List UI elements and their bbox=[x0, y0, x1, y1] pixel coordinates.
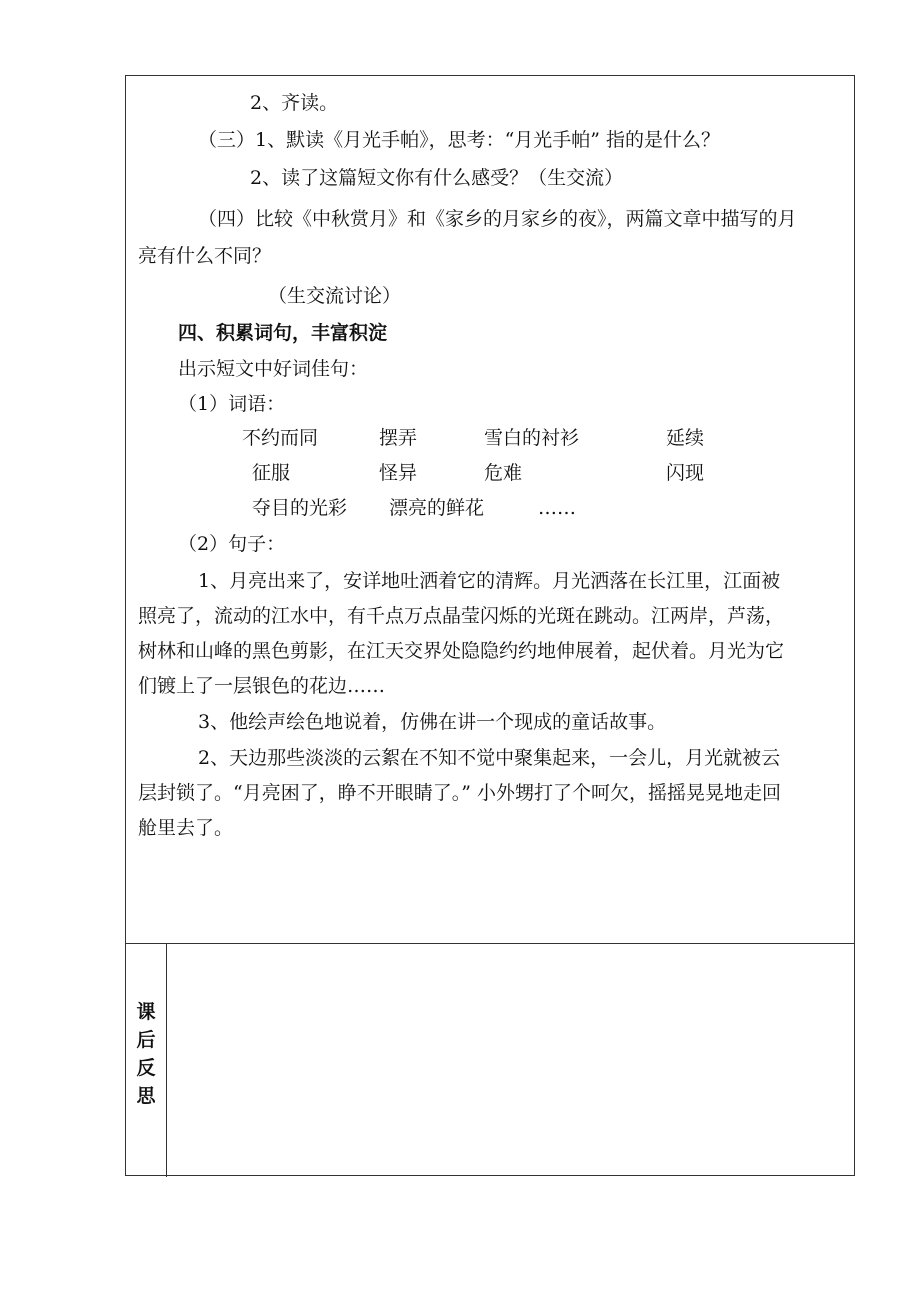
step-3-question-1: （三）1、默读《月光手帕》，思考：“月光手帕” 指的是什么？ bbox=[198, 129, 721, 151]
sentences-heading: （2）句子： bbox=[178, 533, 286, 555]
sentence-1-line: 照亮了，流动的江水中，有千点万点晶莹闪烁的光斑在跳动。江两岸，芦荡， bbox=[138, 605, 785, 627]
word: 不约而同 bbox=[242, 427, 319, 449]
table-row-divider bbox=[126, 943, 854, 944]
sentence-3-line: 舱里去了。 bbox=[138, 817, 234, 839]
sentence-2: 3、他绘声绘色地说着，仿佛在讲一个现成的童话故事。 bbox=[198, 711, 667, 733]
word: 雪白的衬衫 bbox=[484, 427, 580, 449]
word: 摆弄 bbox=[379, 427, 418, 449]
reflection-content-area[interactable] bbox=[168, 945, 854, 1175]
step-4-line-2: 亮有什么不同？ bbox=[138, 245, 272, 267]
table-column-divider bbox=[166, 943, 167, 1177]
word: 延续 bbox=[666, 427, 705, 449]
sentence-1-line: 1、月亮出来了，安详地吐洒着它的清辉。月光洒落在长江里，江面被 bbox=[198, 570, 781, 592]
reflection-label-char: 思 bbox=[136, 1085, 156, 1107]
word: 怪异 bbox=[379, 462, 418, 484]
step-4-note: （生交流讨论） bbox=[268, 285, 402, 307]
sentence-3-line: 层封锁了。“月亮困了，睁不开眼睛了。” 小外甥打了个呵欠，摇摇晃晃地走回 bbox=[138, 782, 781, 804]
reflection-label-char: 反 bbox=[136, 1057, 156, 1079]
step-read-aloud: 2、齐读。 bbox=[250, 92, 339, 114]
intro-text: 出示短文中好词佳句： bbox=[178, 358, 369, 380]
word: 危难 bbox=[484, 462, 523, 484]
step-3-question-2: 2、读了这篇短文你有什么感受？（生交流） bbox=[250, 167, 624, 189]
sentence-1-line: 树林和山峰的黑色剪影，在江天交界处隐隐约约地伸展着，起伏着。月光为它 bbox=[138, 640, 785, 662]
word-ellipsis: …… bbox=[538, 497, 576, 519]
lesson-table bbox=[125, 75, 855, 1176]
word: 夺目的光彩 bbox=[252, 497, 348, 519]
word: 闪现 bbox=[666, 462, 705, 484]
reflection-label-char: 课 bbox=[136, 1001, 156, 1023]
word: 征服 bbox=[252, 462, 291, 484]
step-4-line-1: （四）比较《中秋赏月》和《家乡的月家乡的夜》，两篇文章中描写的月 bbox=[198, 208, 797, 230]
sentence-3-line: 2、天边那些淡淡的云絮在不知不觉中聚集起来，一会儿，月光就被云 bbox=[198, 747, 781, 769]
word: 漂亮的鲜花 bbox=[389, 497, 485, 519]
words-heading: （1）词语： bbox=[178, 393, 286, 415]
section-4-title: 四、积累词句，丰富积淀 bbox=[178, 322, 388, 344]
reflection-label bbox=[126, 998, 166, 1110]
reflection-label-char: 后 bbox=[136, 1029, 156, 1051]
sentence-1-line: 们镀上了一层银色的花边…… bbox=[138, 675, 386, 697]
